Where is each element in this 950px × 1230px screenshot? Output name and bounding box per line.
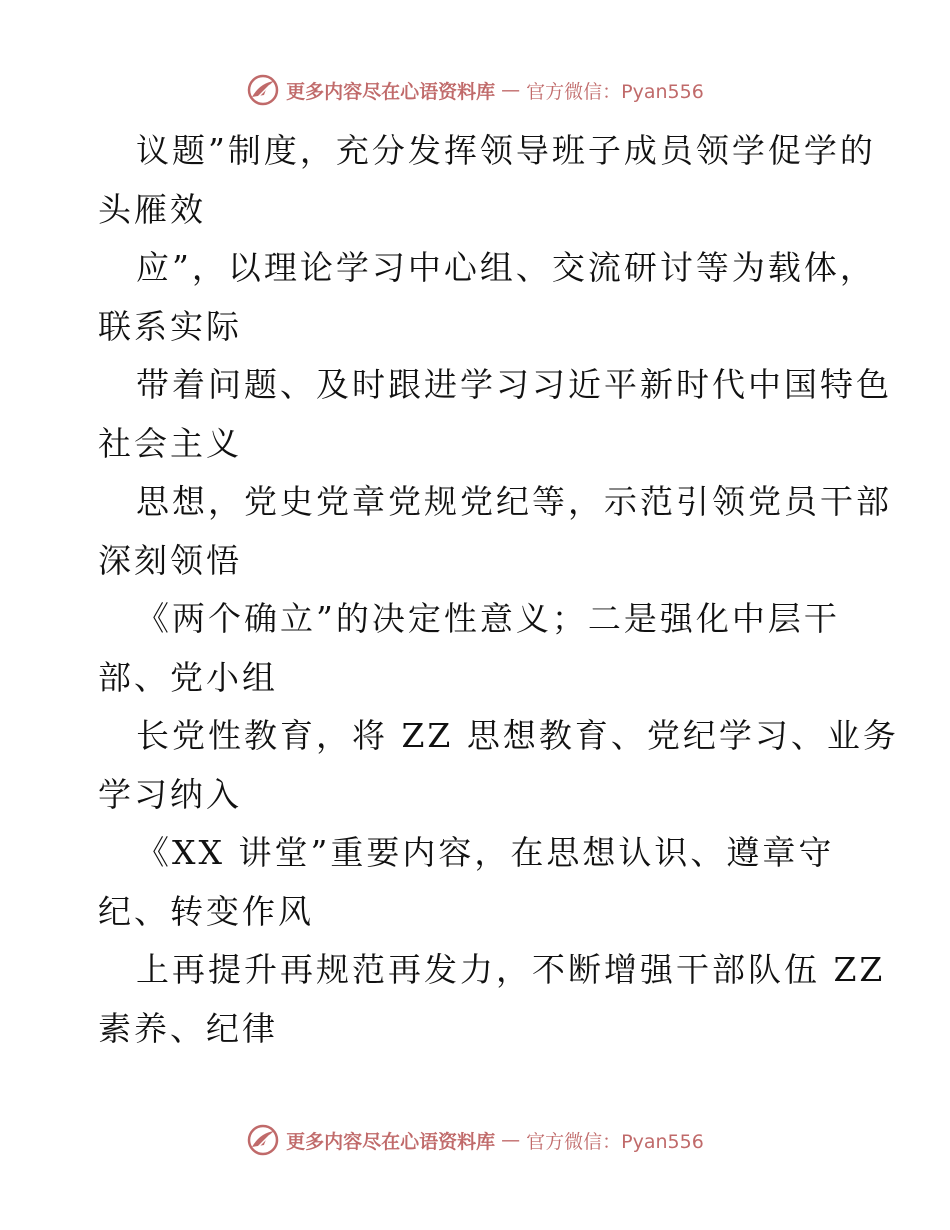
text-line: 深刻领悟 xyxy=(98,540,242,580)
banner-text: 更多内容尽在心语资料库 xyxy=(286,80,496,103)
text-line: 带着问题、及时跟进学习习近平新时代中国特色 xyxy=(136,365,892,404)
text-line: 社会主义 xyxy=(98,423,242,463)
text-line: 学习纳入 xyxy=(98,774,242,814)
banner-subtext: 官方微信：Pyan556 xyxy=(526,1130,704,1153)
banner-text: 更多内容尽在心语资料库 xyxy=(286,1130,496,1153)
text-line: 纪、转变作风 xyxy=(98,891,314,931)
document-body xyxy=(98,122,899,1058)
pen-logo-icon xyxy=(246,1123,280,1157)
text-line: 部、党小组 xyxy=(98,657,278,697)
text-line: 议题”制度，充分发挥领导班子成员领学促学的 xyxy=(136,131,876,170)
text-line: 素养、纪律 xyxy=(98,1008,278,1048)
text-line: 上再提升再规范再发力，不断增强干部队伍 ZZ xyxy=(136,950,886,989)
text-line: 《XX 讲堂”重要内容，在思想认识、遵章守 xyxy=(136,833,835,872)
banner-dash: — xyxy=(501,1129,521,1151)
banner-subtext: 官方微信：Pyan556 xyxy=(526,80,704,103)
footer-banner xyxy=(0,1120,950,1160)
text-line: 思想，党史党章党规党纪等，示范引领党员干部 xyxy=(136,482,892,521)
header-banner xyxy=(0,70,950,110)
text-line: 《两个确立”的决定性意义；二是强化中层干 xyxy=(136,599,840,638)
text-line: 长党性教育，将 ZZ 思想教育、党纪学习、业务 xyxy=(136,716,899,755)
pen-logo-icon xyxy=(246,73,280,107)
text-line: 联系实际 xyxy=(98,306,242,346)
text-line: 应”，以理论学习中心组、交流研讨等为载体， xyxy=(136,248,876,287)
banner-dash: — xyxy=(501,79,521,101)
text-line: 头雁效 xyxy=(98,189,206,229)
